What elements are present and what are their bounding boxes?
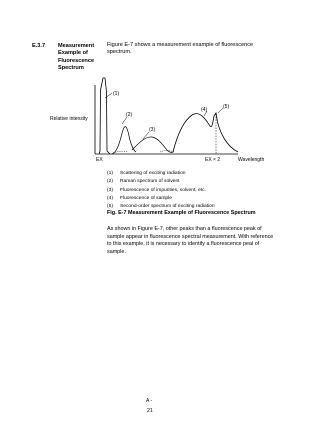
body-paragraph: As shown in Figure E-7, other peaks than a fluorescence peak of sample appear in fluorescence spectral measurement. With reference to this example, it is necessary to identify a fluorescence peal of sample.: [107, 226, 274, 255]
legend-text: Fluorescence of sample: [120, 195, 172, 201]
legend-num: (5): [107, 204, 113, 210]
legend-text: Raman spectrum of solvent: [120, 179, 180, 185]
peak-3-impurity: [132, 137, 173, 152]
x-tick-ex2: EX × 2: [205, 157, 221, 163]
legend-text: Scattering of exciting radiation: [120, 171, 186, 176]
spectrum-figure: [0, 0, 300, 170]
intro-paragraph: Figure E-7 shows a measurement example of fluorescence spectrum.: [107, 42, 254, 56]
peak-label-5: (5): [223, 104, 230, 110]
section-title: Measurement Example of Fluorescence Spectrum: [58, 43, 95, 72]
dashed-baseline-3: [160, 151, 174, 153]
peak-4-5-sample: [173, 113, 238, 152]
legend-num: (1): [107, 171, 113, 176]
y-axis-label: Relative intensity: [50, 116, 88, 122]
legend-item: [107, 195, 215, 203]
page-number: 21: [147, 408, 153, 414]
legend-item: [107, 170, 215, 178]
legend-item: [107, 187, 215, 195]
figure-legend: [107, 170, 215, 211]
leader-1: [105, 93, 112, 98]
footer-appendix: A -: [146, 398, 153, 404]
legend-text: Second-order spectrum of exciting radiation: [120, 204, 215, 210]
x-axis-label: Wavelength: [238, 157, 265, 163]
section-number: E.3.7: [32, 43, 46, 49]
peak-label-4: (4): [201, 107, 208, 113]
legend-num: (3): [107, 187, 113, 193]
peak-label-1: (1): [113, 91, 120, 97]
leader-2: [122, 117, 127, 124]
legend-text: Fluorescence of impurities, solvent, etc.: [120, 187, 206, 193]
figure-caption: Fig. E-7 Measurement Example of Fluorescence Spectrum: [107, 210, 256, 216]
peak-label-3: (3): [149, 127, 156, 133]
peak-label-2: (2): [126, 112, 133, 118]
legend-item: [107, 178, 215, 186]
legend-num: (2): [107, 179, 113, 185]
legend-num: (4): [107, 195, 113, 201]
peak-1-scattering: [99, 78, 110, 154]
x-tick-ex: EX: [96, 157, 103, 163]
